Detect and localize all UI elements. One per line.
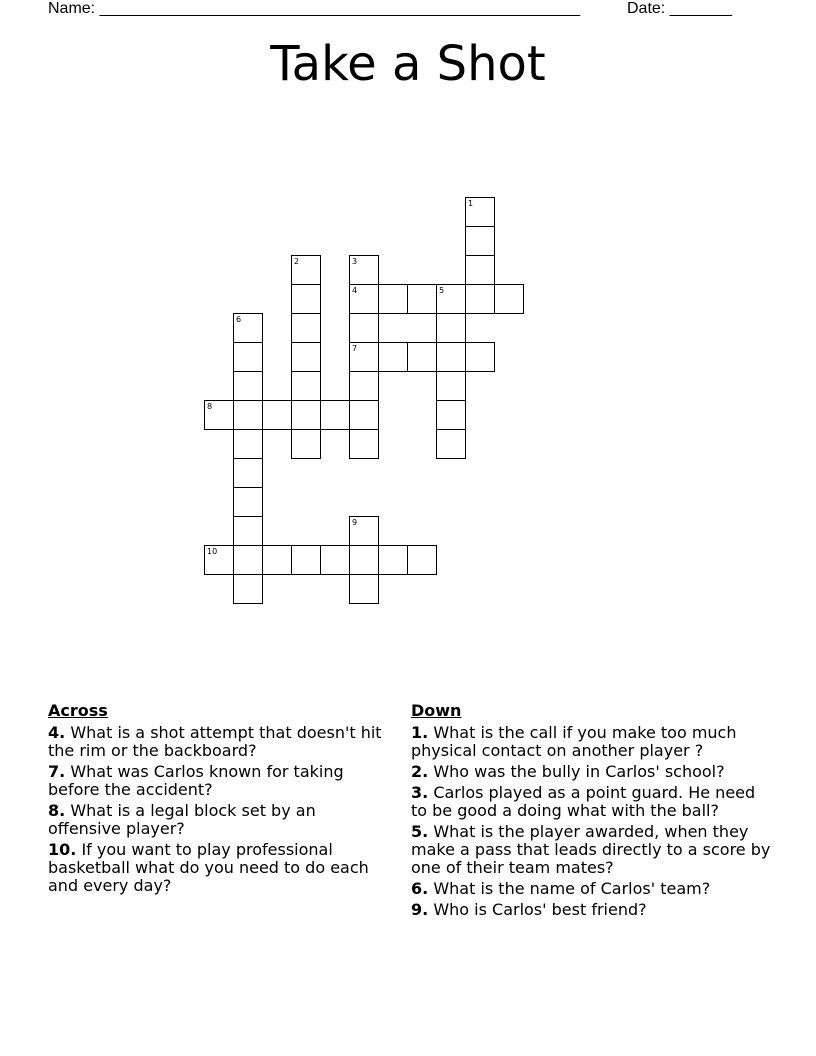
across-clue-list <box>48 724 393 895</box>
grid-cell[interactable] <box>320 400 350 430</box>
grid-cell[interactable] <box>407 545 437 575</box>
clue-number-label: 9. <box>411 900 429 919</box>
grid-cell[interactable] <box>262 400 292 430</box>
grid-cell[interactable] <box>465 284 495 314</box>
grid-cell[interactable] <box>349 342 379 372</box>
down-clue <box>411 880 771 898</box>
clue-number: 1 <box>468 199 474 208</box>
grid-cell[interactable] <box>291 342 321 372</box>
clue-text: Who is Carlos' best friend? <box>433 900 647 919</box>
clue-text: What is the call if you make too much physical contact on another player ? <box>411 723 737 760</box>
grid-cell[interactable] <box>291 371 321 401</box>
grid-cell[interactable] <box>349 545 379 575</box>
name-blank: ______________________________________________________ <box>99 0 581 17</box>
clue-number: 8 <box>207 402 213 411</box>
grid-cell[interactable] <box>262 545 292 575</box>
across-clue <box>48 724 393 760</box>
grid-cell[interactable] <box>436 342 466 372</box>
across-clues <box>48 702 393 898</box>
grid-cell[interactable] <box>291 313 321 343</box>
clue-text: What is a legal block set by an offensive player? <box>48 801 316 838</box>
down-heading: Down <box>411 701 462 720</box>
grid-cell[interactable] <box>465 342 495 372</box>
grid-cell[interactable] <box>233 545 263 575</box>
grid-cell[interactable] <box>465 255 495 285</box>
grid-cell[interactable] <box>465 226 495 256</box>
clue-number-label: 8. <box>48 801 66 820</box>
name-label: Name: <box>48 0 96 17</box>
grid-cell[interactable] <box>233 342 263 372</box>
grid-cell[interactable] <box>233 400 263 430</box>
down-clue <box>411 784 771 820</box>
across-clue <box>48 802 393 838</box>
puzzle-title: Take a Shot <box>270 36 546 92</box>
grid-cell[interactable] <box>436 400 466 430</box>
down-clue-list <box>411 724 771 919</box>
grid-cell[interactable] <box>378 342 408 372</box>
clue-number: 6 <box>236 315 242 324</box>
grid-cell[interactable] <box>233 429 263 459</box>
grid-cell[interactable] <box>233 516 263 546</box>
down-clue <box>411 823 771 877</box>
down-clue <box>411 724 771 760</box>
grid-cell[interactable] <box>233 458 263 488</box>
clue-text: What is the player awarded, when they make a pass that leads directly to a score by one of their team mates? <box>411 822 771 877</box>
grid-cell[interactable] <box>349 516 379 546</box>
grid-cell[interactable] <box>407 284 437 314</box>
clue-text: What is the name of Carlos' team? <box>433 879 711 898</box>
clue-number: 5 <box>439 286 445 295</box>
clue-number-label: 5. <box>411 822 429 841</box>
grid-cell[interactable] <box>204 400 234 430</box>
date-label: Date: <box>627 0 666 17</box>
clue-text: What was Carlos known for taking before the accident? <box>48 762 344 799</box>
clue-number: 3 <box>352 257 358 266</box>
down-clue <box>411 763 771 781</box>
grid-cell[interactable] <box>349 574 379 604</box>
clue-text: If you want to play professional basketball what do you need to do each and every day? <box>48 840 369 895</box>
grid-cell[interactable] <box>291 400 321 430</box>
grid-cell[interactable] <box>349 429 379 459</box>
across-heading: Across <box>48 701 108 720</box>
clue-number: 7 <box>352 344 358 353</box>
across-clue <box>48 841 393 895</box>
clue-number-label: 3. <box>411 783 429 802</box>
grid-cell[interactable] <box>320 545 350 575</box>
clue-number-label: 6. <box>411 879 429 898</box>
grid-cell[interactable] <box>465 197 495 227</box>
grid-cell[interactable] <box>233 371 263 401</box>
clue-number-label: 10. <box>48 840 77 859</box>
clue-number-label: 1. <box>411 723 429 742</box>
grid-cell[interactable] <box>378 545 408 575</box>
grid-cell[interactable] <box>349 371 379 401</box>
grid-cell[interactable] <box>291 429 321 459</box>
grid-cell[interactable] <box>494 284 524 314</box>
grid-cell[interactable] <box>233 574 263 604</box>
clue-text: Carlos played as a point guard. He need to be good a doing what with the ball? <box>411 783 756 820</box>
grid-cell[interactable] <box>233 313 263 343</box>
clue-number: 10 <box>207 547 218 556</box>
clue-number-label: 7. <box>48 762 66 781</box>
grid-cell[interactable] <box>204 545 234 575</box>
clue-text: What is a shot attempt that doesn't hit the rim or the backboard? <box>48 723 382 760</box>
down-clues <box>411 702 771 922</box>
grid-cell[interactable] <box>291 284 321 314</box>
grid-cell[interactable] <box>233 487 263 517</box>
grid-cell[interactable] <box>436 284 466 314</box>
grid-cell[interactable] <box>378 284 408 314</box>
clue-text: Who was the bully in Carlos' school? <box>433 762 725 781</box>
clue-number-label: 4. <box>48 723 66 742</box>
grid-cell[interactable] <box>436 313 466 343</box>
grid-cell[interactable] <box>349 284 379 314</box>
across-clue <box>48 763 393 799</box>
clue-number: 9 <box>352 518 358 527</box>
grid-cell[interactable] <box>291 255 321 285</box>
clue-number: 4 <box>352 286 358 295</box>
clue-number: 2 <box>294 257 300 266</box>
grid-cell[interactable] <box>291 545 321 575</box>
grid-cell[interactable] <box>436 371 466 401</box>
grid-cell[interactable] <box>349 313 379 343</box>
grid-cell[interactable] <box>349 255 379 285</box>
clue-number-label: 2. <box>411 762 429 781</box>
grid-cell[interactable] <box>407 342 437 372</box>
grid-cell[interactable] <box>436 429 466 459</box>
grid-cell[interactable] <box>349 400 379 430</box>
down-clue <box>411 901 771 919</box>
date-blank: _______ <box>669 0 732 17</box>
